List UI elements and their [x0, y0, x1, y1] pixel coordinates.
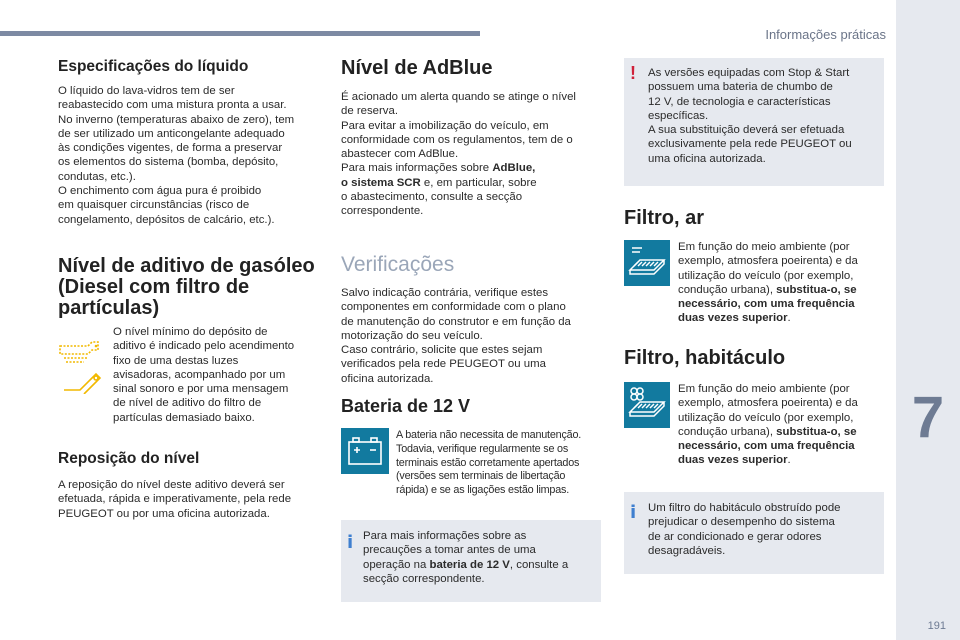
chapter-number: 7: [911, 385, 945, 450]
fuel-additive-warning-icon: [58, 338, 102, 366]
air-filter-icon: [624, 240, 670, 286]
checks-text: Salvo indicação contrária, verifique estes componentes em conformidade com o plano de manutenção do construtor e em função da motorização do seu veículo. Caso contrário, solicite que estes sejam verificados pela rede PEUGEOT ou uma oficina autorizada.: [341, 287, 571, 385]
battery-info-text: Para mais informações sobre as precauções a tomar antes de uma operação na bateria de 12 V, consulte a secção correspondente.: [363, 530, 569, 585]
cabin-info-text: Um filtro do habitáculo obstruído pode prejudicar o desempenho do sistema de ar condicionado e gerar odores desagradáveis.: [648, 502, 841, 557]
battery-heading: Bateria de 12 V: [341, 396, 471, 416]
chapter-tab: [896, 0, 960, 640]
info-icon: i: [630, 502, 637, 523]
fuel-additive-warning-icon: [62, 372, 102, 394]
info-icon: i: [347, 532, 354, 553]
adblue-heading: Nível de AdBlue: [341, 57, 493, 79]
header-bar: [0, 31, 480, 36]
cabin-filter-icon: [624, 382, 670, 428]
air-filter-text: Em função do meio ambiente (por exemplo, atmosfera poeirenta) e da utilização do veículo (por exemplo, condução urbana), substitua-o, se necessário, com uma frequência duas vezes superior.: [678, 241, 858, 325]
checks-heading: Verificações: [341, 253, 455, 276]
air-filter-heading: Filtro, ar: [624, 207, 705, 229]
additive-heading: Nível de aditivo de gasóleo (Diesel com filtro de partículas): [58, 255, 315, 319]
spec-heading: Especificações do líquido: [58, 58, 249, 75]
stop-start-warning-text: As versões equipadas com Stop & Start possuem uma bateria de chumbo de 12 V, de tecnologia e características específicas. A sua substituição deverá ser efetuada exclusivamente pela rede PEUGEOT ou uma oficina autorizada.: [648, 67, 852, 165]
warning-icon: !: [630, 63, 636, 83]
adblue-text: É acionado um alerta quando se atinge o nível de reserva. Para evitar a imobilização do veículo, em conformidade com os regulamentos, tem de o abastecer com AdBlue. Para mais informações sobre AdBlue, o sistema SCR e, em particular, sobre o abastecimento, consulte a secção correspondente.: [341, 91, 576, 218]
additive-text: O nível mínimo do depósito de aditivo é indicado pelo acendimento fixo de uma destas luzes avisadoras, acompanhado por um sinal sonoro e por uma mensagem de nível de aditivo do filtro de partículas demasiado baixo.: [113, 326, 295, 424]
refill-heading: Reposição do nível: [58, 450, 200, 467]
section-title: Informações práticas: [765, 27, 886, 42]
spec-text: O líquido do lava-vidros tem de ser reabastecido com uma mistura pronta a usar. No inverno (temperaturas abaixo de zero), tem de ser utilizado um anticongelante adequado às condições vigentes, de forma a preservar os elementos do sistema (bomba, depósito, condutas, etc.). O enchimento com água pura é proibido em quaisquer circunstâncias (risco de congelamento, depósitos de calcário, etc.).: [58, 85, 295, 226]
cabin-filter-text: Em função do meio ambiente (por exemplo, atmosfera poeirenta) e da utilização do veículo (por exemplo, condução urbana), substitua-o, se necessário, com uma frequência duas vezes superior.: [678, 383, 858, 467]
battery-icon: [341, 428, 389, 474]
cabin-filter-heading: Filtro, habitáculo: [624, 347, 786, 369]
refill-text: A reposição do nível deste aditivo deverá ser efetuada, rápida e imperativamente, pela rede PEUGEOT ou por uma oficina autorizada.: [58, 479, 292, 520]
page-number: 191: [927, 620, 946, 632]
battery-text: A bateria não necessita de manutenção. Todavia, verifique regularmente se os terminais estão corretamente apertados (versões sem terminais de libertação rápida) e se as ligações estão limpas.: [396, 429, 582, 497]
